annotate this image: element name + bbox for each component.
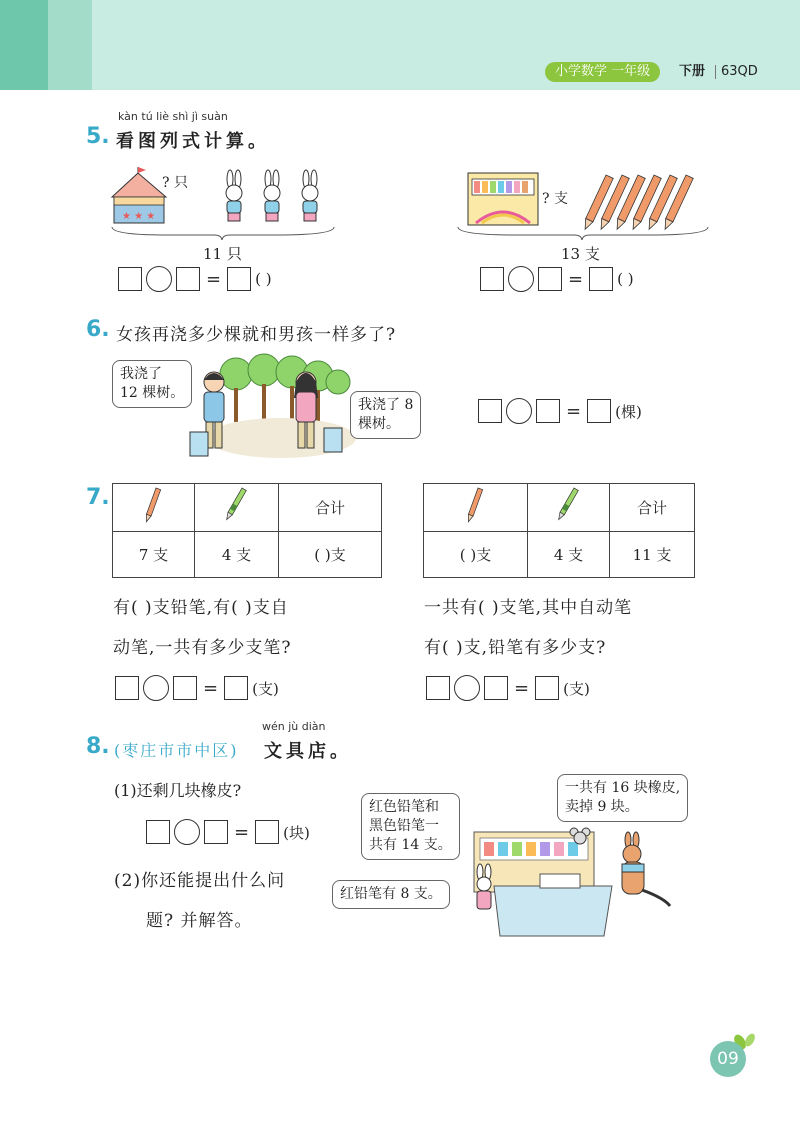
pencil-icon: [143, 486, 165, 526]
pencil-icon: [581, 175, 693, 231]
girl-speech-bubble: [350, 391, 421, 439]
answer-box[interactable]: [255, 820, 279, 844]
table-cell: 4 支: [195, 532, 279, 578]
answer-box[interactable]: [478, 399, 502, 423]
header-divider: [715, 65, 716, 79]
rabbit-icon: [226, 170, 242, 221]
q8-unit: (块): [283, 823, 310, 842]
equals-sign: =: [568, 268, 584, 290]
mechanical-pencil-icon: [225, 486, 249, 526]
mechanical-pencil-icon: [557, 486, 581, 526]
answer-box[interactable]: [204, 820, 228, 844]
mechanical-pencil-header-cell: [195, 484, 279, 532]
operator-circle[interactable]: [143, 675, 169, 701]
bubble-line: 黑色铅笔一: [369, 818, 439, 834]
q8-sub1: (1)还剩几块橡皮?: [114, 781, 242, 800]
answer-box[interactable]: [118, 267, 142, 291]
boy-icon: [190, 372, 224, 456]
mechanical-pencil-header-cell: [528, 484, 610, 532]
table-cell: 4 支: [528, 532, 610, 578]
q7-left-equation: [115, 675, 279, 701]
answer-box[interactable]: [589, 267, 613, 291]
equals-sign: =: [203, 677, 219, 699]
book-tag: 小学数学 一年级: [545, 62, 660, 82]
pencil-header-cell: [424, 484, 528, 532]
q5-left-unit: ( ): [255, 270, 272, 288]
q8-title: 文具店。: [264, 741, 352, 762]
answer-box[interactable]: [587, 399, 611, 423]
table-cell: 7 支: [113, 532, 195, 578]
q6-title: 女孩再浇多少棵就和男孩一样多了?: [116, 325, 397, 345]
operator-circle[interactable]: [174, 819, 200, 845]
operator-circle[interactable]: [454, 675, 480, 701]
bubble-line: 红色铅笔和: [369, 799, 439, 815]
kangaroo-icon: [622, 832, 670, 906]
header-stripe-light: [48, 0, 92, 90]
bubble-line: 我浇了: [120, 366, 162, 382]
q5-number: 5.: [86, 124, 110, 149]
table-cell-answer[interactable]: ( )支: [279, 532, 382, 578]
svg-text:★ ★ ★: ★ ★ ★: [122, 211, 156, 222]
operator-circle[interactable]: [508, 266, 534, 292]
q7-right-table: [423, 483, 695, 578]
q7-number: 7.: [86, 485, 110, 510]
q8-sub2-line1: (2)你还能提出什么问: [114, 871, 286, 891]
carousel-icon: [112, 167, 166, 223]
answer-box[interactable]: [538, 267, 562, 291]
q8-equation: [146, 819, 310, 845]
pencil-icon: [465, 486, 487, 526]
table-header-total: 合计: [610, 484, 695, 532]
header-stripe-dark: [0, 0, 48, 90]
answer-box[interactable]: [426, 676, 450, 700]
answer-box[interactable]: [115, 676, 139, 700]
equals-sign: =: [514, 677, 530, 699]
table-cell: 11 支: [610, 532, 695, 578]
answer-box[interactable]: [224, 676, 248, 700]
volume-label: 下册: [679, 64, 706, 79]
stationery-shop-illustration: [464, 826, 674, 938]
answer-box[interactable]: [146, 820, 170, 844]
q8-pinyin: wén jù diàn: [262, 720, 326, 733]
eraser-speech-bubble: [557, 774, 688, 822]
q5-left-question-label: ? 只: [162, 175, 188, 191]
operator-circle[interactable]: [146, 266, 172, 292]
q7-right-unit: (支): [563, 679, 590, 698]
q7-right-equation: [426, 675, 590, 701]
q7-left-unit: (支): [252, 679, 279, 698]
bubble-line: 共有 14 支。: [369, 837, 452, 853]
answer-box[interactable]: [227, 267, 251, 291]
q7-left-table: [112, 483, 382, 578]
bubble-line: 我浇了 8: [358, 397, 414, 413]
pencil-header-cell: [113, 484, 195, 532]
answer-box[interactable]: [536, 399, 560, 423]
answer-box[interactable]: [535, 676, 559, 700]
red-pencil-speech-bubble: [332, 880, 450, 909]
book-code: 63QD: [721, 64, 758, 79]
bubble-line: 红铅笔有 8 支。: [340, 886, 442, 902]
q5-left-equation: [118, 266, 272, 292]
carousel-rabbits-illustration: [108, 165, 338, 240]
q8-source: (枣庄市市中区): [114, 741, 239, 760]
q8-sub2-line2: 题? 并解答。: [146, 911, 253, 931]
answer-box[interactable]: [176, 267, 200, 291]
bubble-line: 一共有 16 块橡皮,: [565, 780, 681, 796]
rabbit-icon: [264, 170, 280, 221]
q7-right-text-line2: 有( )支,铅笔有多少支?: [424, 638, 607, 658]
bubble-line: 棵树。: [358, 416, 400, 432]
operator-circle[interactable]: [506, 398, 532, 424]
q5-title: 看图列式计算。: [116, 131, 270, 152]
watering-trees-illustration: [186, 352, 356, 464]
q5-right-total-label: 13 支: [561, 245, 600, 263]
q5-pinyin: kàn tú liè shì jì suàn: [118, 110, 228, 123]
equals-sign: =: [206, 268, 222, 290]
rabbit-icon: [302, 170, 318, 221]
pencils-speech-bubble: [361, 793, 460, 860]
boy-speech-bubble: [112, 360, 192, 408]
q8-number: 8.: [86, 734, 110, 759]
page-number: 09: [710, 1041, 746, 1077]
q6-number: 6.: [86, 317, 110, 342]
q5-right-unit: ( ): [617, 270, 634, 288]
pencilbox-pencils-illustration: [456, 165, 716, 240]
q6-unit: (棵): [615, 402, 642, 421]
equals-sign: =: [566, 400, 582, 422]
q7-right-text-line1: 一共有( )支笔,其中自动笔: [424, 598, 633, 618]
q5-right-question-label: ? 支: [542, 191, 568, 207]
q5-right-equation: [480, 266, 634, 292]
pencil-box-icon: [468, 173, 538, 225]
bubble-line: 12 棵树。: [120, 385, 185, 401]
answer-box[interactable]: [173, 676, 197, 700]
q7-left-text-line2: 动笔,一共有多少支笔?: [113, 638, 292, 658]
equals-sign: =: [234, 821, 250, 843]
q6-equation: [478, 398, 642, 424]
tree-icon: [220, 354, 350, 394]
table-cell-answer[interactable]: ( )支: [424, 532, 528, 578]
table-header-total: 合计: [279, 484, 382, 532]
answer-box[interactable]: [480, 267, 504, 291]
answer-box[interactable]: [484, 676, 508, 700]
q7-left-text-line1: 有( )支铅笔,有( )支自: [113, 598, 289, 618]
q5-left-total-label: 11 只: [203, 245, 242, 263]
bubble-line: 卖掉 9 块。: [565, 799, 639, 815]
